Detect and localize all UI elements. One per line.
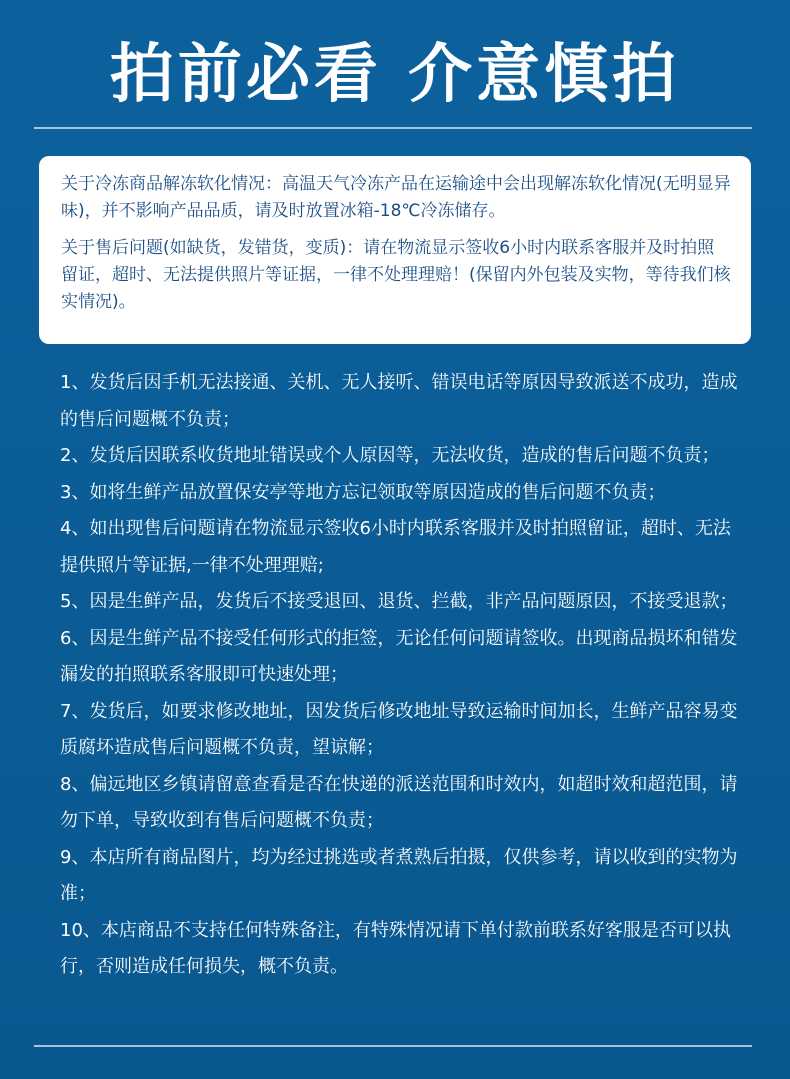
page-title: 拍前必看 介意慎拍 [109,38,681,112]
frozen-aftersale-notice-box [39,156,751,344]
top-divider [34,127,752,129]
terms-item: 10、本店商品不支持任何特殊备注，有特殊情况请下单付款前联系好客服是否可以执行，否则造成任何损失，概不负责。 [60,919,731,977]
frozen-goods-notice: 关于冷冻商品解冻软化情况：高温天气冷冻产品在运输途中会出现解冻软化情况(无明显异味)，并不影响产品品质，请及时放置冰箱-18℃冷冻储存。 [61,174,731,221]
terms-item: 4、如出现售后问题请在物流显示签收6小时内联系客服并及时拍照留证，超时、无法提供照片等证据,一律不处理理赔; [60,518,731,576]
terms-item: 3、如将生鲜产品放置保安亭等地方忘记领取等原因造成的售后问题不负责； [60,481,666,503]
terms-item: 1、发货后因手机无法接通、关机、无人接听、错误电话等原因导致派送不成功，造成的售后问题概不负责； [60,372,738,430]
terms-list [60,365,740,986]
terms-item: 2、发货后因联系收货地址错误或个人原因等，无法收货，造成的售后问题不负责； [60,445,720,466]
terms-item: 9、本店所有商品图片，均为经过挑选或者煮熟后拍摄，仅供参考，请以收到的实物为准； [60,846,738,904]
terms-item: 6、因是生鲜产品不接受任何形式的拒签，无论任何问题请签收。出现商品损坏和错发漏发的拍照联系客服即可快速处理； [60,627,738,685]
aftersale-notice: 关于售后问题(如缺货，发错货，变质)：请在物流显示签收6小时内联系客服并及时拍照留证，超时、无法提供照片等证据，一律不处理理赔！(保留内外包装及实物，等待我们核实情况)。 [61,238,731,312]
terms-item: 7、发货后，如要求修改地址，因发货后修改地址导致运输时间加长，生鲜产品容易变质腐坏造成售后问题概不负责，望谅解； [60,700,738,758]
bottom-divider [34,1045,752,1047]
terms-item: 8、偏远地区乡镇请留意查看是否在快递的派送范围和时效内，如超时效和超范围，请勿下单，导致收到有售后问题概不负责； [60,773,738,831]
terms-item: 5、因是生鲜产品，发货后不接受退回、退货、拦截，非产品问题原因，不接受退款； [60,591,738,612]
